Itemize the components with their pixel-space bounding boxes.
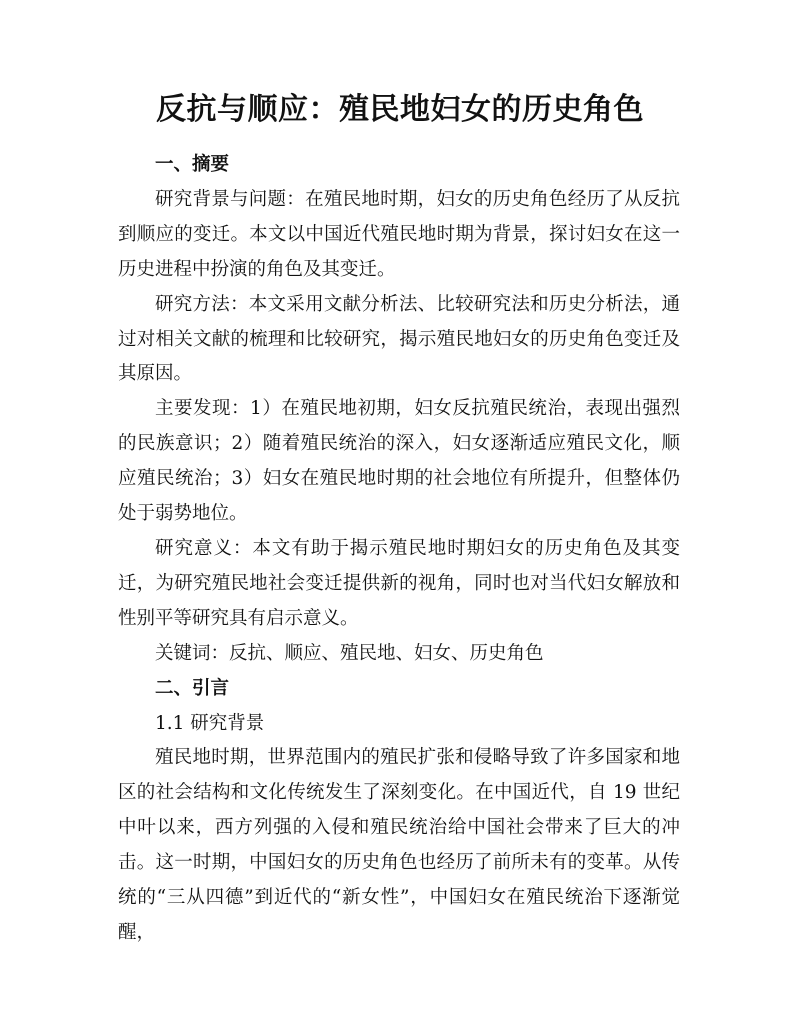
keywords-line: 关键词：反抗、顺应、殖民地、妇女、历史角色 [155,642,544,664]
document-title: 反抗与顺应：殖民地妇女的历史角色 [156,92,644,127]
background-paragraph: 研究背景与问题：在殖民地时期，妇女的历史角色经历了从反抗到顺应的变迁。本文以中国近代殖民地时期为背景，探讨妇女在这一历史进程中扮演的角色及其变迁。 [118,188,680,280]
significance-paragraph: 研究意义：本文有助于揭示殖民地时期妇女的历史角色及其变迁，为研究殖民地社会变迁提供新的视角，同时也对当代妇女解放和性别平等研究具有启示意义。 [118,537,680,629]
findings-paragraph: 主要发现：1）在殖民地初期，妇女反抗殖民统治，表现出强烈的民族意识；2）随着殖民统治的深入，妇女逐渐适应殖民文化，顺应殖民统治；3）妇女在殖民地时期的社会地位有所提升，但整体仍处于弱势地位。 [118,398,680,525]
document-body [118,148,680,951]
abstract-heading: 一、摘要 [155,154,230,175]
methods-paragraph: 研究方法：本文采用文献分析法、比较研究法和历史分析法，通过对相关文献的梳理和比较研究，揭示殖民地妇女的历史角色变迁及其原因。 [118,293,680,385]
subsection-heading: 1.1 研究背景 [155,712,265,734]
intro-paragraph: 殖民地时期，世界范围内的殖民扩张和侵略导致了许多国家和地区的社会结构和文化传统发生了深刻变化。在中国近代，自 19 世纪中叶以来，西方列强的入侵和殖民统治给中国社会带来了巨大的冲击。这一时期，中国妇女的历史角色也经历了前所未有的变革。从传统的“三从四德”到近代的“新女性”，中国妇女在殖民统治下逐渐觉醒， [118,747,680,943]
intro-heading: 二、引言 [155,677,230,699]
